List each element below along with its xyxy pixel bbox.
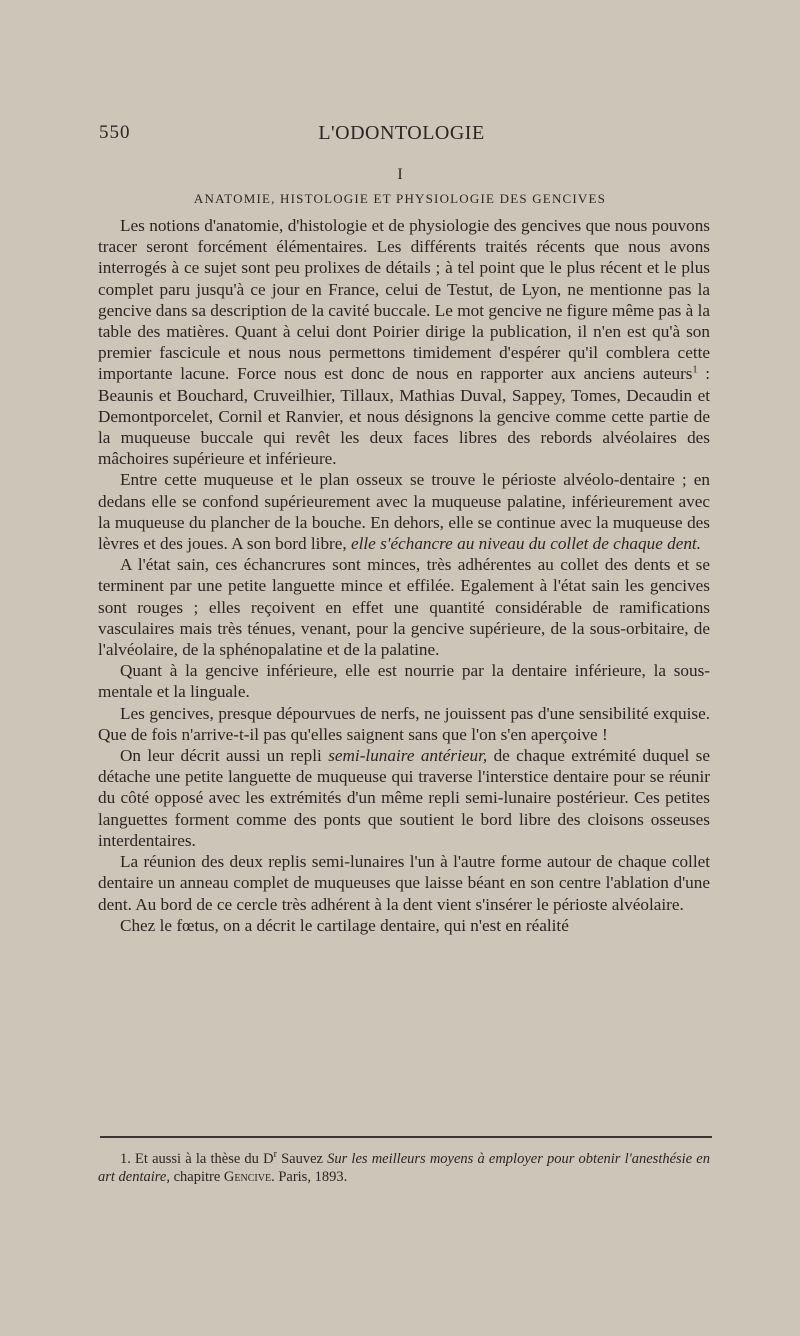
page-number: 550	[99, 122, 131, 143]
paragraph-7: La réunion des deux replis semi-lunaires l'un à l'autre forme autour de chaque collet dentaire un anneau complet de muqueuses que laisse béant en son centre l'ablation d'une dent. Au bord de ce cercle très adhérent à la dent vient s'insérer le périoste alvéolaire.	[98, 852, 710, 914]
paragraph-6-end: de chaque extrémité duquel se détache une petite languette de muqueuse qui traverse l'interstice dentaire pour se réunir du côté opposé avec les extrémités d'un même repli semi-lunaire postérieur. Ces petites languettes forment comme des ponts que soutient le bord libre des cloisons osseuses interdentaires.	[98, 746, 710, 850]
paragraph-1-text: Les notions d'anatomie, d'histologie et de physiologie des gencives que nous pouvons tracer seront forcément élémentaires. Les différents traités récents que nous avons interrogés à ce sujet sont peu prolixes de détails ; à tel point que le plus récent et le plus complet paru jusqu'à ce jour en France, celui de Testut, de Lyon, ne mentionne pas la gencive dans sa description de la cavité buccale. Le mot gencive ne figure même pas à la table des matières. Quant à celui dont Poirier dirige la publication, il n'en est qu'à son premier fascicule et nous nous permettons timidement d'espérer qu'il comblera cette importante lacune. Force nous est donc de nous en rapporter aux anciens auteurs	[98, 216, 710, 384]
footnote-marker: 1.	[120, 1151, 131, 1167]
footnote	[98, 1150, 710, 1186]
paragraph-2-text: Entre cette muqueuse et le plan osseux se trouve le périoste alvéolo-dentaire ; en dedans elle se confond supérieurement avec la muqueuse palatine, inférieurement avec la muqueuse du plancher de la bouche. En dehors, elle se continue avec la muqueuse des lèvres et des joues. A son bord libre,	[98, 470, 710, 554]
paragraph-2-italic: elle s'échancre au niveau du collet de chaque dent.	[351, 534, 702, 554]
footnote-title: Sur les meilleurs moyens à employer pour obtenir l'anesthésie en art dentaire,	[98, 1151, 710, 1185]
footnote-text	[98, 1150, 710, 1186]
paragraph-5: Les gencives, presque dépourvues de nerfs, ne jouissent pas d'une sensibilité exquise. Que de fois n'arrive-t-il pas qu'elles saignent sans que l'on s'en aperçoive !	[98, 703, 710, 744]
page-header	[99, 122, 704, 148]
paragraph-4: Quant à la gencive inférieure, elle est nourrie par la dentaire inférieure, la sous-mentale et la linguale.	[98, 661, 710, 702]
footnote-ref: 1	[692, 364, 698, 376]
footnote-part-b: Sauvez	[276, 1151, 328, 1167]
body-text	[98, 215, 710, 936]
paragraph-1-end: : Beaunis et Bouchard, Cruveilhier, Tillaux, Mathias Duval, Sappey, Tomes, Decaudin et Demontporcelet, Cornil et Ranvier, et nous désignons la gencive comme cette partie de la muqueuse buccale qui revêt les deux faces libres des rebords alvéolaires des mâchoires supérieure et inférieure.	[98, 364, 711, 469]
paragraph-3: A l'état sain, ces échancrures sont minces, très adhérentes au collet des dents et se terminent par une petite languette mince et effilée. Egalement à l'état sain les gencives sont rouges ; elles reçoivent en effet une quantité considérable de ramifications vasculaires mais très ténues, venant, pour la gencive supérieure, de la sous-orbitaire, de l'alvéolaire, de la sphénopalatine et de la palatine.	[98, 555, 710, 660]
footnote-part-a: Et aussi à la thèse du D	[130, 1151, 274, 1167]
footnote-part-d: . Paris, 1893.	[271, 1169, 348, 1185]
footnote-dr-sup: r	[273, 1149, 277, 1161]
section-title: ANATOMIE, HISTOLOGIE ET PHYSIOLOGIE DES GENCIVES	[193, 191, 607, 206]
paragraph-6	[98, 745, 710, 851]
section-number: I	[397, 166, 403, 183]
footnote-divider	[100, 1136, 712, 1138]
footnote-chapter: Gencive	[223, 1169, 272, 1185]
paragraph-2	[98, 469, 710, 554]
paragraph-6-text: On leur décrit aussi un repli	[120, 746, 329, 766]
running-title: L'ODONTOLOGIE	[318, 122, 485, 144]
paragraph-6-italic: semi-lunaire antérieur,	[328, 746, 488, 766]
paragraph-1	[98, 215, 710, 469]
paragraph-8: Chez le fœtus, on a décrit le cartilage dentaire, qui n'est en réalité	[120, 915, 569, 935]
footnote-part-c: chapitre	[169, 1169, 224, 1185]
